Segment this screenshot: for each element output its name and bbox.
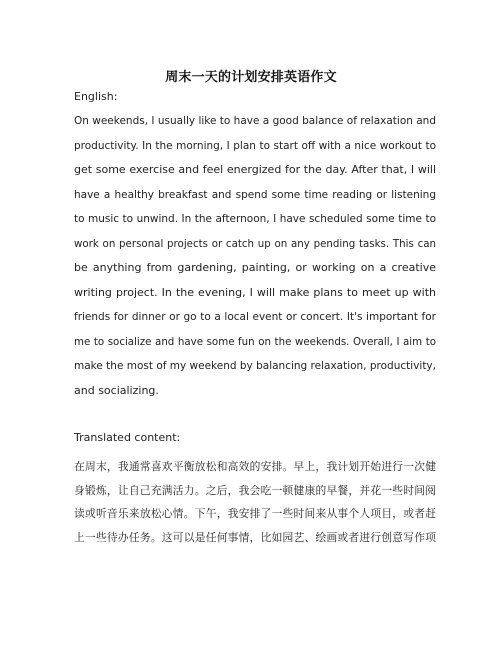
translated-paragraph [74, 455, 436, 549]
english-paragraph [74, 109, 436, 403]
paragraph-line: get some exercise and feel energized for the day. After that, I will [74, 163, 436, 176]
paragraph-line: 在周末，我通常喜欢平衡放松和高效的安排。早上，我计划开始进行一次健 [74, 460, 436, 473]
paragraph-line: friends for dinner or go to a local event or concert. It's important for [74, 311, 436, 323]
paragraph-line: work on personal projects or catch up on any pending tasks. This can [74, 237, 436, 250]
paragraph-line: to music to unwind. In the afternoon, I have scheduled some time to [74, 213, 436, 225]
paragraph-line: On weekends, I usually like to have a good balance of relaxation and [74, 115, 436, 127]
paragraph-line: writing project. In the evening, I will make plans to meet up with [74, 285, 436, 299]
paragraph-line: be anything from gardening, painting, or working on a creative [74, 261, 436, 274]
paragraph-line: 身锻炼，让自己充满活力。之后，我会吃一顿健康的早餐，并花一些时间阅 [74, 483, 436, 497]
paragraph-line: 读或听音乐来放松心情。下午，我安排了一些时间来从事个人项目，或者赶 [74, 507, 436, 520]
paragraph-line: 上一些待办任务。这可以是任何事情，比如园艺、绘画或者进行创意写作项 [74, 530, 436, 544]
english-label: English: [74, 90, 118, 103]
paragraph-line: make the most of my weekend by balancing relaxation, productivity, [74, 360, 436, 372]
paragraph-line: and socializing. [74, 383, 159, 397]
paragraph-line: productivity. In the morning, I plan to start off with a nice workout to [74, 139, 436, 152]
paragraph-line: have a healthy breakfast and spend some time reading or listening [74, 188, 436, 201]
document-title: 周末一天的计划安排英语作文 [165, 70, 337, 85]
paragraph-line: me to socialize and have some fun on the weekends. Overall, I aim to [74, 335, 436, 348]
translated-label: Translated content: [74, 431, 181, 444]
